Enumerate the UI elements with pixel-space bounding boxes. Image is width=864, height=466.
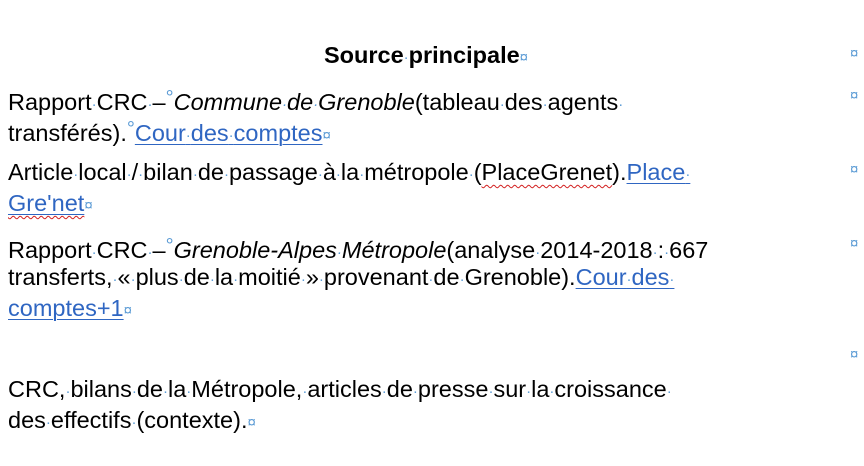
space-mark: · — [549, 383, 555, 400]
space-mark: · — [381, 383, 387, 400]
spellcheck-word: PlaceGrenet — [481, 159, 613, 185]
space-mark: · — [223, 166, 229, 183]
header-word-principale: principale — [408, 42, 520, 68]
space-mark: · — [302, 383, 308, 400]
space-mark: · — [618, 96, 624, 113]
space-mark: · — [233, 271, 239, 288]
space-mark: · — [73, 166, 79, 183]
space-mark: · — [685, 166, 691, 183]
source-link-continued[interactable]: Gre'net — [8, 190, 85, 216]
space-mark: · — [535, 244, 541, 261]
table-header-cell — [8, 40, 844, 71]
nbsp-mark: ° — [126, 118, 135, 140]
space-mark: · — [403, 49, 409, 66]
space-mark: · — [335, 166, 341, 183]
space-mark: · — [542, 96, 548, 113]
space-mark: · — [91, 244, 97, 261]
space-mark: · — [626, 271, 632, 288]
cell-end-mark: ¤ — [519, 49, 529, 66]
space-mark: · — [412, 383, 418, 400]
space-mark: · — [147, 244, 153, 261]
space-mark: · — [131, 414, 137, 431]
table-row: CRC,·bilans·de·la·Métropole,·articles·de·presse·sur·la·croissance· des·effectifs·(contexte).¤ — [8, 376, 672, 433]
nbsp-mark: ° — [165, 87, 174, 109]
space-mark: · — [336, 244, 342, 261]
space-mark: · — [499, 96, 505, 113]
cell-end-mark: ¤ — [247, 414, 256, 431]
space-mark: · — [192, 166, 198, 183]
italic-title: Commune·de·Grenoble — [173, 89, 415, 115]
header-word-source: Source — [323, 42, 404, 68]
table-row: Article·local·/·bilan·de·passage·à·la·métropole·(PlaceGrenet).Place· Gre'net¤ — [8, 159, 691, 216]
space-mark: · — [300, 271, 306, 288]
table-row: Rapport·CRC·–°Grenoble-Alpes·Métropole(analyse·2014-2018·:·667 transferts,·«·plus·de·la·moitié·»·provenant·de·Grenoble).Cour·des· comptes+1¤ — [8, 235, 709, 321]
space-mark: · — [664, 244, 670, 261]
space-mark: · — [65, 383, 71, 400]
space-mark: · — [669, 271, 675, 288]
space-mark: · — [186, 383, 192, 400]
space-mark: · — [359, 166, 365, 183]
space-mark: · — [147, 96, 153, 113]
space-mark: · — [317, 166, 323, 183]
space-mark: · — [318, 271, 324, 288]
space-mark: · — [130, 271, 136, 288]
space-mark: · — [282, 96, 288, 113]
nbsp-mark: ° — [165, 235, 174, 257]
source-link[interactable]: Cour·des·comptes — [134, 120, 323, 146]
row-end-mark: ¤ — [850, 45, 859, 62]
space-mark: · — [91, 96, 97, 113]
space-mark: · — [459, 271, 465, 288]
space-mark: · — [652, 244, 658, 261]
row-end-mark: ¤ — [850, 87, 859, 104]
space-mark: · — [178, 271, 184, 288]
space-mark: · — [488, 383, 494, 400]
space-mark: · — [228, 127, 234, 144]
source-link-continued[interactable]: comptes+1 — [8, 295, 124, 321]
italic-title: Grenoble-Alpes·Métropole — [173, 237, 447, 263]
space-mark: · — [468, 166, 474, 183]
space-mark: · — [131, 383, 137, 400]
row-end-mark: ¤ — [850, 235, 859, 252]
space-mark: · — [45, 414, 51, 431]
space-mark: · — [112, 271, 118, 288]
source-link[interactable]: Place· — [626, 159, 691, 185]
space-mark: · — [126, 166, 132, 183]
table-row: Rapport·CRC·–°Commune·de·Grenoble(tableau·des·agents· transférés).°Cour·des·comptes¤ — [8, 87, 624, 146]
space-mark: · — [313, 96, 319, 113]
space-mark: · — [526, 383, 532, 400]
row-end-mark: ¤ — [850, 161, 859, 178]
space-mark: · — [666, 383, 672, 400]
source-link[interactable]: Cour·des· — [575, 264, 675, 290]
space-mark: · — [138, 166, 144, 183]
cell-end-mark: ¤ — [84, 197, 93, 214]
space-mark: · — [185, 127, 191, 144]
space-mark: · — [209, 271, 215, 288]
space-mark: · — [428, 271, 434, 288]
row-end-mark: ¤ — [850, 346, 859, 363]
cell-end-mark: ¤ — [322, 127, 331, 144]
space-mark: · — [163, 383, 168, 400]
cell-end-mark: ¤ — [123, 302, 132, 319]
